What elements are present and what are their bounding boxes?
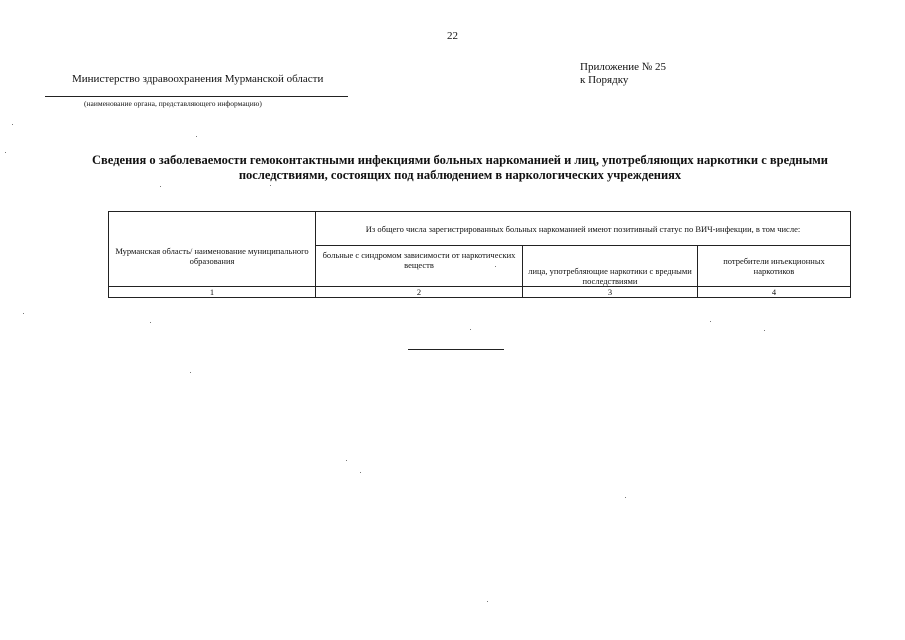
column-number-row — [109, 287, 851, 298]
scan-speck — [150, 322, 151, 323]
scan-speck — [495, 266, 496, 267]
scan-speck — [12, 124, 13, 125]
report-title-line-1: Сведения о заболеваемости гемоконтактными инфекциями больных наркоманией и лиц, употребляющих наркотики с вредными — [92, 153, 828, 167]
subheader-dependence-syndrome: больные с синдромом зависимости от наркотических веществ — [316, 246, 523, 287]
hiv-positive-group-header: Из общего числа зарегистрированных больных наркоманией имеют позитивный статус по ВИЧ-инфекции, в том числе: — [316, 212, 851, 246]
scan-speck — [270, 185, 271, 186]
scan-speck — [23, 313, 24, 314]
annex-reference — [580, 61, 666, 87]
subheader-injecting-users: потребители инъекционных наркотиков — [698, 246, 851, 287]
scan-speck — [470, 329, 471, 330]
table-header-row — [109, 212, 851, 246]
scan-speck — [160, 186, 161, 187]
scan-speck — [625, 497, 626, 498]
scan-speck — [360, 472, 361, 473]
scan-speck — [764, 330, 765, 331]
subheader-harmful-use: лица, употребляющие наркотики с вредными последствиями — [523, 246, 698, 287]
region-column-header: Мурманская область/ наименование муниципального образования — [109, 212, 316, 287]
column-number: 4 — [698, 287, 851, 298]
scan-speck — [196, 136, 197, 137]
organization-caption: (наименование органа, представляющего информацию) — [84, 99, 262, 108]
scan-speck — [190, 372, 191, 373]
column-number: 2 — [316, 287, 523, 298]
closing-rule — [408, 349, 504, 350]
scan-speck — [5, 152, 6, 153]
annex-order-reference: к Порядку — [580, 74, 629, 86]
column-number: 1 — [109, 287, 316, 298]
page-number: 22 — [447, 30, 458, 42]
scan-speck — [346, 460, 347, 461]
scan-speck — [487, 601, 488, 602]
report-title — [60, 153, 860, 183]
scan-speck — [710, 321, 711, 322]
report-table — [108, 211, 851, 298]
column-number: 3 — [523, 287, 698, 298]
report-title-line-2: последствиями, состоящих под наблюдением в наркологических учреждениях — [238, 168, 682, 182]
annex-number: Приложение № 25 — [580, 61, 667, 73]
organization-name: Министерство здравоохранения Мурманской области — [72, 73, 324, 85]
organization-underline — [45, 96, 348, 97]
